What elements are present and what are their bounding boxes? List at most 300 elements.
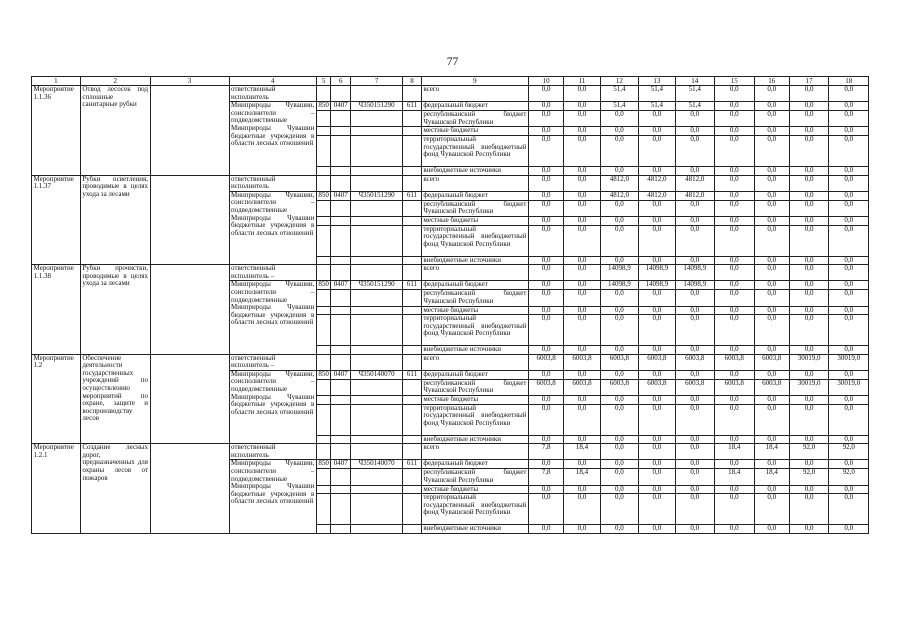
value-cell: 0,0 (829, 485, 869, 494)
value-cell: 6003,8 (754, 354, 789, 370)
empty-cell (331, 354, 351, 370)
value-cell: 6003,8 (754, 379, 789, 395)
value-cell: 0,0 (829, 404, 869, 435)
empty-cell (331, 404, 351, 435)
value-cell: 0,0 (675, 306, 715, 315)
value-cell: 0,0 (829, 135, 869, 166)
value-cell: 0,0 (715, 175, 755, 191)
table-row (32, 354, 869, 370)
value-cell: 18,4 (754, 444, 789, 460)
value-cell: 0,0 (715, 290, 755, 306)
value-cell: 14098,9 (675, 265, 715, 281)
value-cell: 0,0 (675, 135, 715, 166)
value-cell: 0,0 (829, 127, 869, 136)
value-cell: 0,0 (600, 494, 638, 525)
value-cell: 0,0 (564, 370, 600, 379)
value-cell: 0,0 (675, 111, 715, 127)
activity-name: Создание лесных дорог, предназначенных для охраны лесов от пожаров (80, 444, 150, 534)
empty-cell (351, 86, 403, 102)
activity-code: Мероприятие 1.1.38 (32, 265, 81, 355)
value-cell: 0,0 (600, 435, 638, 444)
empty-cell (150, 175, 229, 265)
value-cell: 18,4 (564, 469, 600, 485)
value-cell: 30019,0 (789, 379, 829, 395)
table-row (32, 444, 869, 460)
value-cell: 0,0 (789, 111, 829, 127)
value-cell: 0,0 (528, 370, 563, 379)
value-cell: 0,0 (528, 191, 563, 200)
empty-cell (316, 469, 331, 485)
value-cell: 0,0 (600, 469, 638, 485)
value-cell: 0,0 (715, 306, 755, 315)
empty-cell (316, 306, 331, 315)
value-cell: 0,0 (564, 166, 600, 175)
empty-cell (331, 111, 351, 127)
funding-source: федеральный бюджет (421, 460, 528, 469)
value-cell: 0,0 (675, 494, 715, 525)
empty-cell (403, 444, 422, 460)
value-cell: 0,0 (675, 200, 715, 216)
value-cell: 0,0 (715, 166, 755, 175)
value-cell: 0,0 (789, 404, 829, 435)
empty-cell (316, 354, 331, 370)
value-cell: 6003,8 (600, 354, 638, 370)
value-cell: 0,0 (528, 281, 563, 290)
value-cell: 0,0 (675, 435, 715, 444)
column-header: 17 (789, 77, 829, 86)
executor-details: Минприроды Чувашии, соисполнители – подведомственные Минприроды Чувашии бюджетные учреждения в области лесных отношений (229, 370, 316, 443)
value-cell: 0,0 (639, 315, 675, 346)
empty-cell (403, 216, 422, 225)
value-cell: 92,0 (829, 444, 869, 460)
value-cell: 0,0 (789, 494, 829, 525)
funding-source: всего (421, 354, 528, 370)
value-cell: 14098,9 (675, 281, 715, 290)
empty-cell (331, 435, 351, 444)
value-cell: 0,0 (789, 225, 829, 256)
value-cell: 0,0 (715, 346, 755, 355)
empty-cell (351, 379, 403, 395)
value-cell: 51,4 (600, 102, 638, 111)
empty-cell (351, 354, 403, 370)
value-cell: 0,0 (715, 135, 755, 166)
value-cell: 0,0 (528, 315, 563, 346)
empty-cell (403, 469, 422, 485)
value-cell: 6003,8 (600, 379, 638, 395)
empty-cell (331, 166, 351, 175)
value-cell: 0,0 (564, 494, 600, 525)
value-cell: 0,0 (600, 315, 638, 346)
empty-cell (351, 315, 403, 346)
value-cell: 0,0 (564, 225, 600, 256)
value-cell: 0,0 (639, 396, 675, 405)
value-cell: 0,0 (789, 281, 829, 290)
header-row (32, 77, 869, 86)
value-cell: 0,0 (789, 435, 829, 444)
value-cell: 0,0 (528, 216, 563, 225)
value-cell: 0,0 (754, 306, 789, 315)
value-cell: 0,0 (600, 111, 638, 127)
budget-code-gr: 850 (316, 460, 331, 469)
value-cell: 51,4 (639, 86, 675, 102)
value-cell: 0,0 (754, 127, 789, 136)
value-cell: 0,0 (789, 306, 829, 315)
value-cell: 0,0 (754, 396, 789, 405)
column-header: 4 (229, 77, 316, 86)
value-cell: 0,0 (789, 346, 829, 355)
funding-source: территориальный государственный внебюджетный фонд Чувашской Республики (421, 315, 528, 346)
value-cell: 0,0 (675, 460, 715, 469)
value-cell: 0,0 (754, 265, 789, 281)
empty-cell (331, 135, 351, 166)
activity-code: Мероприятие 1.1.37 (32, 175, 81, 265)
value-cell: 0,0 (528, 200, 563, 216)
budget-code-vr: 611 (403, 191, 422, 200)
activity-name: Рубки осветления, проводимые в целях ухода за лесами (80, 175, 150, 265)
value-cell: 0,0 (639, 346, 675, 355)
value-cell: 51,4 (639, 102, 675, 111)
value-cell: 0,0 (829, 290, 869, 306)
value-cell: 0,0 (715, 200, 755, 216)
value-cell: 0,0 (675, 444, 715, 460)
budget-code-rz: 0407 (331, 370, 351, 379)
funding-source: федеральный бюджет (421, 191, 528, 200)
empty-cell (316, 290, 331, 306)
value-cell: 0,0 (639, 306, 675, 315)
value-cell: 0,0 (600, 225, 638, 256)
value-cell: 0,0 (789, 191, 829, 200)
column-header: 11 (564, 77, 600, 86)
value-cell: 0,0 (829, 200, 869, 216)
empty-cell (150, 444, 229, 534)
empty-cell (316, 225, 331, 256)
value-cell: 0,0 (639, 435, 675, 444)
value-cell: 0,0 (715, 191, 755, 200)
value-cell: 0,0 (715, 111, 755, 127)
value-cell: 0,0 (829, 256, 869, 265)
value-cell: 0,0 (715, 265, 755, 281)
value-cell: 0,0 (600, 166, 638, 175)
value-cell: 0,0 (564, 281, 600, 290)
value-cell: 0,0 (754, 135, 789, 166)
empty-cell (316, 346, 331, 355)
empty-cell (351, 216, 403, 225)
funding-source: местные бюджеты (421, 127, 528, 136)
empty-cell (331, 469, 351, 485)
value-cell: 0,0 (675, 166, 715, 175)
value-cell: 0,0 (639, 111, 675, 127)
value-cell: 0,0 (564, 485, 600, 494)
empty-cell (331, 485, 351, 494)
value-cell: 0,0 (564, 135, 600, 166)
budget-code-rz: 0407 (331, 460, 351, 469)
empty-cell (403, 290, 422, 306)
empty-cell (403, 379, 422, 395)
activity-code: Мероприятие 1.1.36 (32, 86, 81, 176)
funding-source: республиканский бюджет Чувашской Республики (423, 289, 527, 305)
budget-code-csr: Ч350151290 (351, 281, 403, 290)
funding-source: внебюджетные источники (421, 256, 528, 265)
value-cell: 7,8 (528, 469, 563, 485)
budget-code-gr: 850 (316, 191, 331, 200)
empty-cell (331, 175, 351, 191)
value-cell: 0,0 (639, 404, 675, 435)
funding-source: федеральный бюджет (421, 370, 528, 379)
value-cell: 0,0 (564, 102, 600, 111)
budget-code-vr: 611 (403, 102, 422, 111)
value-cell: 0,0 (715, 485, 755, 494)
value-cell: 0,0 (789, 370, 829, 379)
value-cell: 7,8 (528, 444, 563, 460)
funding-source: территориальный государственный внебюджетный фонд Чувашской Республики (421, 225, 528, 256)
value-cell: 0,0 (639, 485, 675, 494)
empty-cell (331, 216, 351, 225)
column-header: 18 (829, 77, 869, 86)
value-cell: 0,0 (675, 225, 715, 256)
value-cell: 0,0 (528, 256, 563, 265)
empty-cell (351, 135, 403, 166)
empty-cell (403, 256, 422, 265)
value-cell: 4812,0 (639, 175, 675, 191)
value-cell: 0,0 (675, 290, 715, 306)
value-cell: 0,0 (754, 166, 789, 175)
value-cell: 0,0 (715, 256, 755, 265)
value-cell: 0,0 (675, 469, 715, 485)
value-cell: 0,0 (789, 216, 829, 225)
empty-cell (403, 346, 422, 355)
value-cell: 0,0 (600, 290, 638, 306)
empty-cell (403, 354, 422, 370)
empty-cell (316, 525, 331, 534)
value-cell: 0,0 (528, 265, 563, 281)
value-cell: 0,0 (564, 404, 600, 435)
empty-cell (331, 256, 351, 265)
value-cell: 0,0 (715, 127, 755, 136)
empty-cell (316, 444, 331, 460)
activity-code: Мероприятие 1.2 (32, 354, 81, 444)
budget-code-vr: 611 (403, 370, 422, 379)
empty-cell (316, 485, 331, 494)
value-cell: 0,0 (754, 435, 789, 444)
value-cell: 0,0 (715, 460, 755, 469)
budget-code-rz: 0407 (331, 191, 351, 200)
empty-cell (351, 127, 403, 136)
funding-source: местные бюджеты (421, 216, 528, 225)
value-cell: 0,0 (675, 256, 715, 265)
value-cell: 0,0 (639, 200, 675, 216)
value-cell: 0,0 (829, 111, 869, 127)
value-cell: 0,0 (639, 290, 675, 306)
empty-cell (403, 175, 422, 191)
empty-cell (150, 86, 229, 176)
value-cell: 0,0 (639, 460, 675, 469)
value-cell: 0,0 (754, 111, 789, 127)
value-cell: 0,0 (600, 370, 638, 379)
value-cell: 0,0 (829, 306, 869, 315)
value-cell: 0,0 (675, 485, 715, 494)
activity-code: Мероприятие 1.2.1 (32, 444, 81, 534)
funding-source: внебюджетные источники (421, 525, 528, 534)
value-cell: 14098,9 (639, 265, 675, 281)
activity-name: Отвод лесосек под сплошные санитарные рубки (80, 86, 150, 176)
column-header: 12 (600, 77, 638, 86)
empty-cell (316, 256, 331, 265)
value-cell: 0,0 (639, 370, 675, 379)
empty-cell (403, 135, 422, 166)
value-cell: 0,0 (829, 346, 869, 355)
value-cell: 0,0 (528, 111, 563, 127)
value-cell: 0,0 (639, 216, 675, 225)
value-cell: 0,0 (600, 444, 638, 460)
value-cell: 0,0 (789, 86, 829, 102)
value-cell: 6003,8 (564, 379, 600, 395)
table-body (32, 77, 869, 534)
empty-cell (316, 200, 331, 216)
value-cell: 92,0 (789, 444, 829, 460)
value-cell: 51,4 (675, 86, 715, 102)
value-cell: 0,0 (754, 346, 789, 355)
empty-cell (316, 111, 331, 127)
funding-source: местные бюджеты (421, 485, 528, 494)
funding-source: всего (421, 444, 528, 460)
value-cell: 0,0 (789, 102, 829, 111)
value-cell: 0,0 (829, 494, 869, 525)
value-cell: 0,0 (600, 396, 638, 405)
value-cell: 0,0 (600, 135, 638, 166)
column-header: 14 (675, 77, 715, 86)
empty-cell (331, 494, 351, 525)
value-cell: 6003,8 (715, 379, 755, 395)
value-cell: 0,0 (715, 370, 755, 379)
value-cell: 6003,8 (675, 379, 715, 395)
empty-cell (351, 256, 403, 265)
budget-code-gr: 850 (316, 370, 331, 379)
value-cell: 0,0 (715, 225, 755, 256)
table-row (32, 86, 869, 102)
table-row (32, 265, 869, 281)
executor-details: Минприроды Чувашии, соисполнители – подведомственные Минприроды Чувашии бюджетные учреждения в области лесных отношений (229, 460, 316, 533)
funding-source: всего (421, 265, 528, 281)
value-cell: 0,0 (754, 200, 789, 216)
value-cell: 0,0 (564, 191, 600, 200)
value-cell: 0,0 (829, 225, 869, 256)
empty-cell (331, 200, 351, 216)
value-cell: 0,0 (829, 460, 869, 469)
value-cell: 0,0 (600, 200, 638, 216)
column-header: 10 (528, 77, 563, 86)
empty-cell (351, 525, 403, 534)
column-header: 6 (331, 77, 351, 86)
funding-source: внебюджетные источники (421, 346, 528, 355)
value-cell: 0,0 (675, 346, 715, 355)
value-cell: 6003,8 (639, 379, 675, 395)
value-cell: 0,0 (675, 404, 715, 435)
value-cell: 0,0 (715, 494, 755, 525)
value-cell: 51,4 (675, 102, 715, 111)
empty-cell (316, 379, 331, 395)
value-cell: 0,0 (528, 485, 563, 494)
value-cell: 0,0 (675, 370, 715, 379)
column-header: 16 (754, 77, 789, 86)
value-cell: 0,0 (789, 396, 829, 405)
budget-table (31, 76, 869, 534)
value-cell: 0,0 (639, 494, 675, 525)
value-cell: 0,0 (639, 127, 675, 136)
value-cell: 14098,9 (600, 281, 638, 290)
value-cell: 0,0 (829, 281, 869, 290)
empty-cell (316, 86, 331, 102)
value-cell: 0,0 (528, 102, 563, 111)
value-cell: 0,0 (564, 315, 600, 346)
value-cell: 0,0 (789, 175, 829, 191)
funding-source: территориальный государственный внебюджетный фонд Чувашской Республики (421, 494, 528, 525)
value-cell: 0,0 (715, 102, 755, 111)
value-cell: 0,0 (675, 216, 715, 225)
empty-cell (331, 346, 351, 355)
empty-cell (351, 200, 403, 216)
value-cell: 0,0 (789, 256, 829, 265)
value-cell: 18,4 (754, 469, 789, 485)
value-cell: 0,0 (754, 525, 789, 534)
empty-cell (316, 135, 331, 166)
value-cell: 0,0 (639, 256, 675, 265)
value-cell: 0,0 (754, 370, 789, 379)
empty-cell (331, 396, 351, 405)
value-cell: 0,0 (754, 281, 789, 290)
value-cell: 6003,8 (528, 379, 563, 395)
value-cell: 0,0 (639, 166, 675, 175)
column-header: 15 (715, 77, 755, 86)
empty-cell (331, 444, 351, 460)
value-cell: 0,0 (600, 256, 638, 265)
budget-code-gr: 850 (316, 281, 331, 290)
funding-source: республиканский бюджет Чувашской Республики (423, 110, 527, 126)
activity-name: Обеспечение деятельности государственных учреждений по осуществлению мероприятий по охране, защите и воспроизводству лесов (80, 354, 150, 444)
empty-cell (150, 354, 229, 444)
value-cell: 0,0 (789, 290, 829, 306)
empty-cell (403, 225, 422, 256)
value-cell: 0,0 (789, 166, 829, 175)
value-cell: 0,0 (564, 525, 600, 534)
value-cell: 0,0 (715, 281, 755, 290)
value-cell: 0,0 (528, 86, 563, 102)
value-cell: 0,0 (639, 225, 675, 256)
value-cell: 18,4 (564, 444, 600, 460)
empty-cell (316, 435, 331, 444)
value-cell: 6003,8 (675, 354, 715, 370)
value-cell: 0,0 (528, 225, 563, 256)
value-cell: 0,0 (715, 435, 755, 444)
value-cell: 0,0 (528, 346, 563, 355)
value-cell: 14098,9 (639, 281, 675, 290)
empty-cell (331, 306, 351, 315)
empty-cell (351, 494, 403, 525)
value-cell: 0,0 (675, 525, 715, 534)
empty-cell (403, 111, 422, 127)
value-cell: 0,0 (829, 265, 869, 281)
empty-cell (351, 469, 403, 485)
empty-cell (403, 265, 422, 281)
empty-cell (351, 346, 403, 355)
value-cell: 51,4 (600, 86, 638, 102)
budget-code-csr: Ч350140070 (351, 460, 403, 469)
value-cell: 0,0 (600, 460, 638, 469)
value-cell: 0,0 (715, 315, 755, 346)
empty-cell (351, 175, 403, 191)
funding-source: внебюджетные источники (421, 435, 528, 444)
value-cell: 0,0 (789, 525, 829, 534)
value-cell: 4812,0 (600, 175, 638, 191)
